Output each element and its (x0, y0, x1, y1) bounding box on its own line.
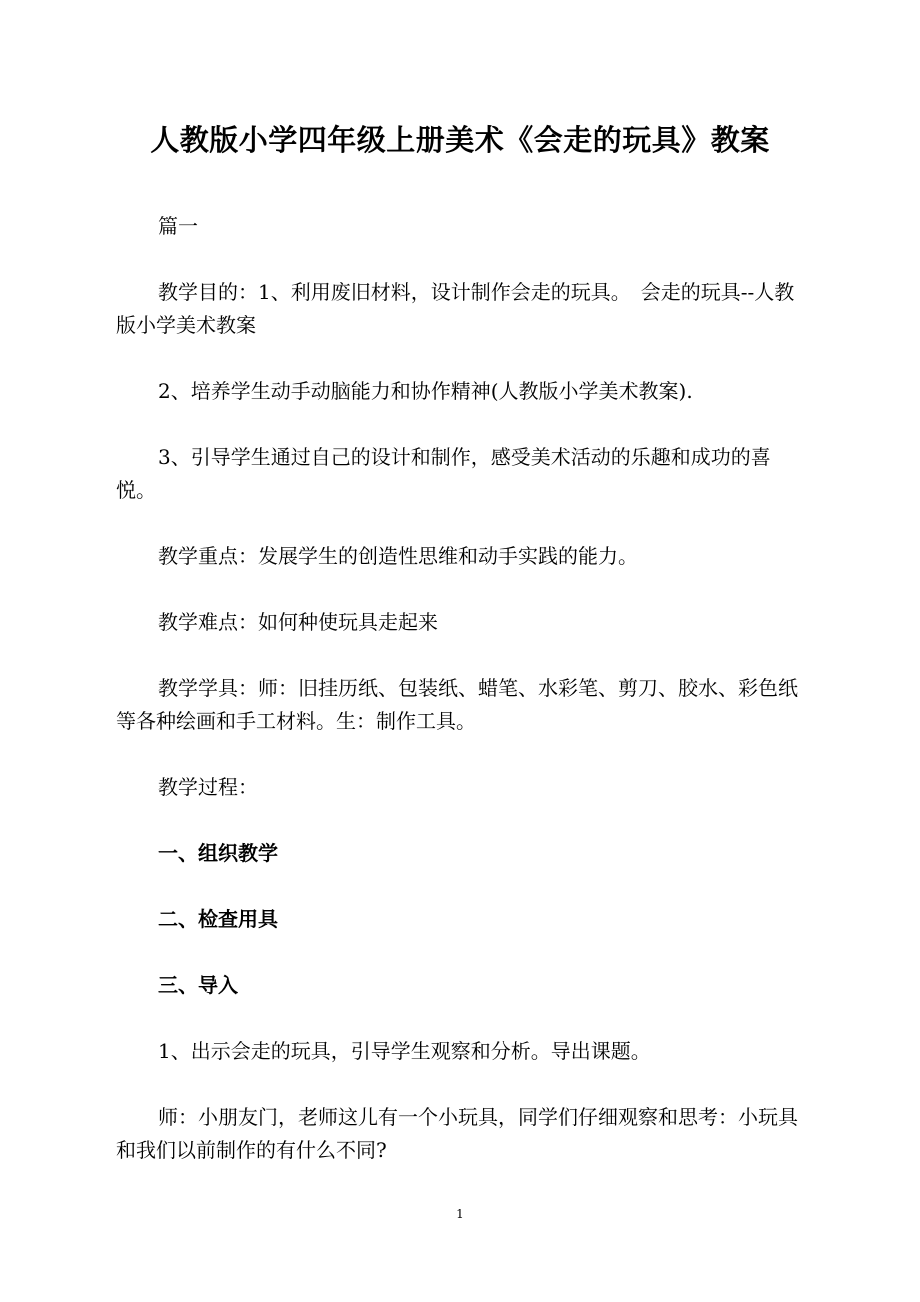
teaching-difficulty: 教学难点：如何种使玩具走起来 (158, 610, 438, 634)
teaching-goal-3: 3、引导学生通过自己的设计和制作，感受美术活动的乐趣和成功的喜悦。 (116, 445, 771, 502)
teacher-dialogue: 师：小朋友门，老师这儿有一个小玩具，同学们仔细观察和思考：小玩具和我们以前制作的有什么不同? (116, 1105, 798, 1162)
document-body (116, 210, 806, 1200)
step-heading-check-tools: 二、检查用具 (158, 907, 278, 931)
teaching-goal-2: 2、培养学生动手动脑能力和协作精神(人教版小学美术教案). (158, 379, 693, 403)
teaching-process-label: 教学过程： (158, 775, 258, 799)
teaching-materials: 教学学具：师：旧挂历纸、包装纸、蜡笔、水彩笔、剪刀、胶水、彩色纸等各种绘画和手工材料。生：制作工具。 (116, 676, 798, 733)
step-heading-introduction: 三、导入 (158, 973, 238, 997)
step-heading-organize: 一、组织教学 (158, 841, 278, 865)
introduction-step-1: 1、出示会走的玩具，引导学生观察和分析。导出课题。 (158, 1039, 651, 1063)
section-label: 篇一 (158, 214, 198, 238)
document-title: 人教版小学四年级上册美术《会走的玩具》教案 (150, 123, 770, 157)
teaching-focus: 教学重点：发展学生的创造性思维和动手实践的能力。 (158, 544, 638, 568)
teaching-goal-1: 教学目的：1、利用废旧材料，设计制作会走的玩具。 会走的玩具--人教版小学美术教案 (116, 280, 795, 337)
page-number: 1 (456, 1207, 464, 1221)
